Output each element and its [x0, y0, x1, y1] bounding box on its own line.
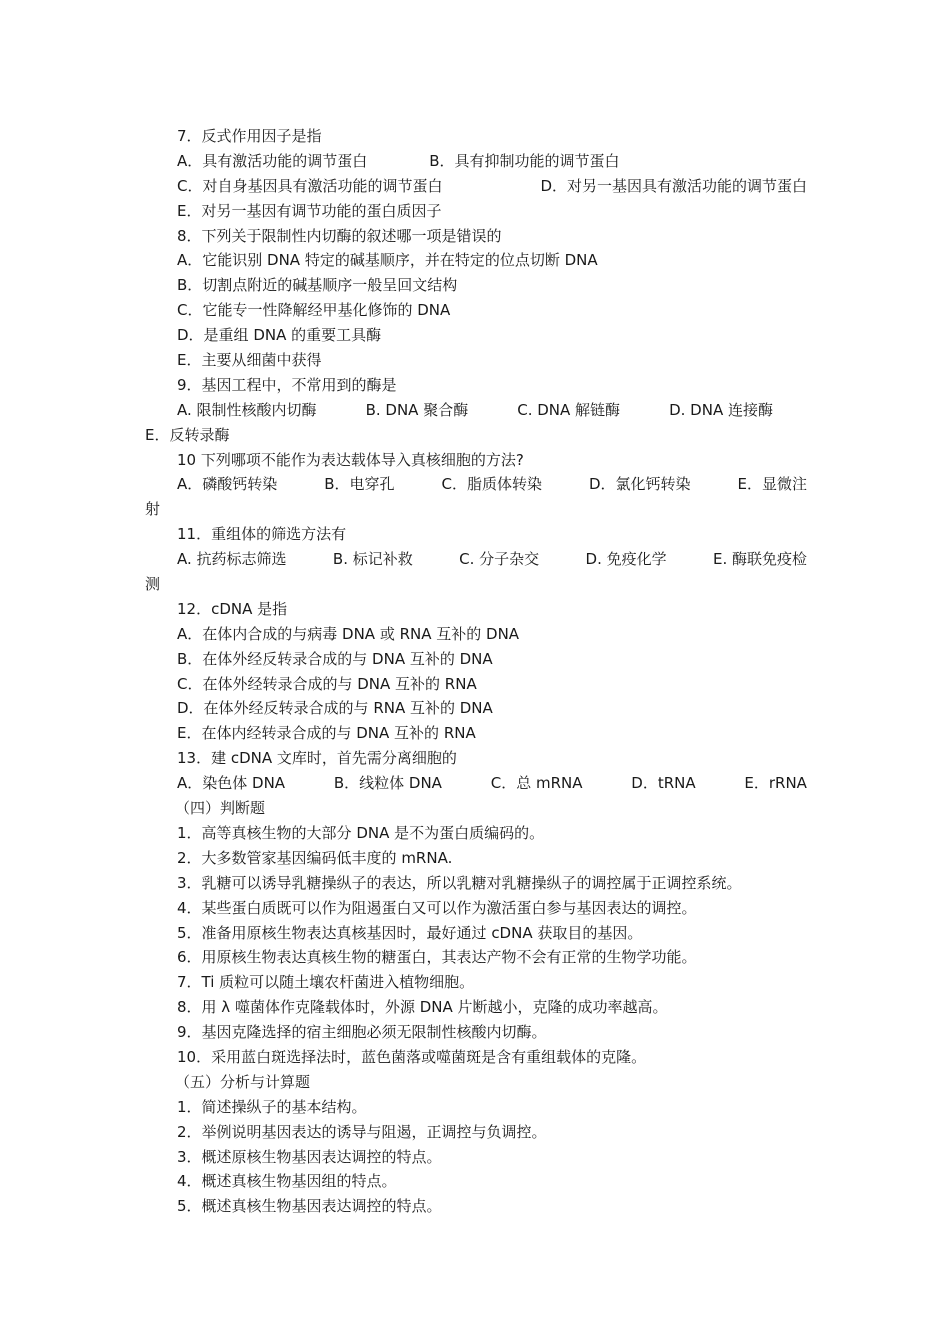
question-12-stem: 12．cDNA 是指	[177, 599, 288, 618]
tf-item: 5．准备用原核生物表达真核基因时，最好通过 cDNA 获取目的基因。	[177, 923, 643, 942]
question-12-option-d: D．在体外经反转录合成的与 RNA 互补的 DNA	[177, 699, 493, 718]
question-9-option-b: B. DNA 聚合酶	[365, 400, 469, 419]
question-10-options	[145, 472, 807, 497]
question-11-option-b: B. 标记补救	[332, 550, 413, 569]
question-10-option-b: B．电穿孔	[324, 475, 395, 494]
analysis-item: 2．举例说明基因表达的诱导与阻遏，正调控与负调控。	[177, 1122, 547, 1141]
question-11-options	[145, 547, 807, 572]
question-9-option-d: D. DNA 连接酶	[669, 400, 773, 419]
question-12-option-c: C．在体外经转录合成的与 DNA 互补的 RNA	[177, 674, 477, 693]
question-7-option-d: D．对另一基因具有激活功能的调节蛋白	[540, 176, 807, 195]
question-7-option-e: E．对另一基因有调节功能的蛋白质因子	[177, 201, 442, 220]
question-11-option-e-wrap: 测	[145, 575, 161, 594]
tf-item: 3．乳糖可以诱导乳糖操纵子的表达，所以乳糖对乳糖操纵子的调控属于正调控系统。	[177, 873, 742, 892]
question-8-option-d: D．是重组 DNA 的重要工具酶	[177, 326, 382, 345]
document-content	[145, 124, 807, 1219]
question-11-option-d: D. 免疫化学	[585, 550, 667, 569]
analysis-item: 1．简述操纵子的基本结构。	[177, 1097, 367, 1116]
question-10-option-e-wrap: 射	[145, 500, 161, 519]
section-heading-true-false: （四）判断题	[175, 799, 266, 818]
question-13-stem: 13．建 cDNA 文库时，首先需分离细胞的	[177, 749, 457, 768]
tf-item: 1．高等真核生物的大部分 DNA 是不为蛋白质编码的。	[177, 823, 545, 842]
question-10-option-d: D．氯化钙转染	[588, 475, 691, 494]
question-10-stem: 10 下列哪项不能作为表达载体导入真核细胞的方法?	[177, 450, 524, 469]
question-7-options-row-1	[145, 149, 807, 174]
question-12-option-e: E．在体内经转录合成的与 DNA 互补的 RNA	[177, 724, 476, 743]
question-9-option-a: A. 限制性核酸内切酶	[177, 400, 317, 419]
question-11-option-a: A. 抗药标志筛选	[177, 550, 287, 569]
question-8-option-a: A．它能识别 DNA 特定的碱基顺序，并在特定的位点切断 DNA	[177, 251, 598, 270]
tf-item: 9．基因克隆选择的宿主细胞必须无限制性核酸内切酶。	[177, 1023, 547, 1042]
analysis-item: 5．概述真核生物基因表达调控的特点。	[177, 1197, 442, 1216]
analysis-item: 3．概述原核生物基因表达调控的特点。	[177, 1147, 442, 1166]
question-9-options	[145, 398, 807, 423]
question-10-option-e: E．显微注	[737, 475, 807, 494]
question-13-option-e: E．rRNA	[744, 774, 807, 793]
question-9-option-e: E．反转录酶	[145, 425, 230, 444]
question-12-option-a: A．在体内合成的与病毒 DNA 或 RNA 互补的 DNA	[177, 624, 520, 643]
analysis-item: 4．概述真核生物基因组的特点。	[177, 1172, 397, 1191]
question-13-option-d: D．tRNA	[631, 774, 696, 793]
question-8-option-b: B．切割点附近的碱基顺序一般呈回文结构	[177, 276, 458, 295]
question-11-option-c: C. 分子杂交	[459, 550, 540, 569]
question-8-stem: 8．下列关于限制性内切酶的叙述哪一项是错误的	[177, 226, 502, 245]
question-10-option-c: C．脂质体转染	[441, 475, 542, 494]
question-7-options-row-2	[145, 174, 807, 199]
question-7-stem: 7．反式作用因子是指	[177, 127, 322, 145]
question-12-option-b: B．在体外经反转录合成的与 DNA 互补的 DNA	[177, 649, 493, 668]
tf-item: 8．用 λ 噬菌体作克隆载体时，外源 DNA 片断越小，克隆的成功率越高。	[177, 998, 668, 1017]
question-8-option-c: C．它能专一性降解经甲基化修饰的 DNA	[177, 301, 451, 320]
question-13-option-c: C．总 mRNA	[490, 774, 583, 793]
question-10-option-a: A．磷酸钙转染	[177, 475, 278, 494]
question-13-option-a: A．染色体 DNA	[177, 774, 286, 793]
tf-item: 6．用原核生物表达真核生物的糖蛋白，其表达产物不会有正常的生物学功能。	[177, 948, 697, 967]
question-7-option-c: C．对自身基因具有激活功能的调节蛋白	[177, 176, 443, 195]
question-13-option-b: B．线粒体 DNA	[333, 774, 442, 793]
section-heading-analysis: （五）分析与计算题	[175, 1072, 311, 1091]
question-11-stem: 11．重组体的筛选方法有	[177, 525, 347, 544]
tf-item: 7．Ti 质粒可以随土壤农杆菌进入植物细胞。	[177, 973, 475, 992]
question-8-option-e: E．主要从细菌中获得	[177, 351, 322, 370]
tf-item: 10．采用蓝白斑选择法时，蓝色菌落或噬菌斑是含有重组载体的克隆。	[177, 1047, 647, 1066]
question-13-options	[145, 771, 807, 796]
question-9-stem: 9．基因工程中，不常用到的酶是	[177, 375, 397, 394]
question-9-option-c: C. DNA 解链酶	[517, 400, 621, 419]
tf-item: 2．大多数管家基因编码低丰度的 mRNA.	[177, 848, 453, 867]
question-7-option-a: A．具有激活功能的调节蛋白	[177, 151, 368, 170]
question-7-option-b: B．具有抑制功能的调节蛋白	[429, 151, 620, 170]
tf-item: 4．某些蛋白质既可以作为阻遏蛋白又可以作为激活蛋白参与基因表达的调控。	[177, 898, 697, 917]
question-11-option-e: E. 酶联免疫检	[712, 550, 807, 569]
